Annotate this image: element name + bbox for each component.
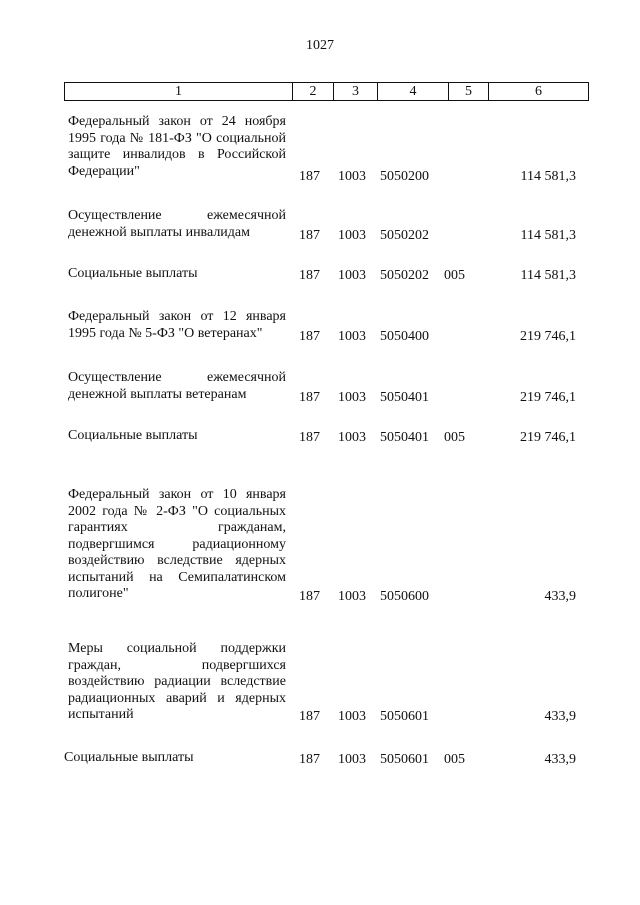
table-row — [0, 750, 640, 768]
header-col-1: 1 — [65, 83, 293, 100]
table-row — [0, 428, 640, 446]
row-col-5: 005 — [444, 429, 465, 445]
header-col-6: 6 — [535, 84, 542, 99]
table-row — [0, 641, 640, 725]
row-col-2: 187 — [299, 588, 320, 604]
row-col-6: 433,9 — [544, 588, 576, 604]
table-row — [0, 487, 640, 605]
row-col-6: 114 581,3 — [520, 267, 576, 283]
row-col-3: 1003 — [338, 588, 366, 604]
header-col-5: 5 — [449, 83, 489, 100]
row-col-2: 187 — [299, 708, 320, 724]
row-col-3: 1003 — [338, 708, 366, 724]
row-description: Осуществление ежемесячной денежной выплаты ветеранам — [68, 370, 286, 402]
row-col-4: 5050202 — [380, 227, 429, 243]
row-col-3: 1003 — [338, 227, 366, 243]
row-col-6: 114 581,3 — [520, 227, 576, 243]
row-col-2: 187 — [299, 751, 320, 767]
row-description: Федеральный закон от 24 ноября 1995 года № 181-ФЗ "О социальной защите инвалидов в Российской Федерации" — [68, 114, 286, 179]
row-col-5: 005 — [444, 751, 465, 767]
table-row — [0, 114, 640, 185]
row-col-2: 187 — [299, 267, 320, 283]
row-col-4: 5050600 — [380, 588, 429, 604]
row-col-5: 005 — [444, 267, 465, 283]
row-col-4: 5050202 — [380, 267, 429, 283]
row-description: Федеральный закон от 12 января 1995 года № 5-ФЗ "О ветеранах" — [68, 309, 286, 341]
row-col-3: 1003 — [338, 328, 366, 344]
row-col-6: 219 746,1 — [520, 389, 576, 405]
page-number: 1027 — [306, 38, 334, 53]
row-col-3: 1003 — [338, 168, 366, 184]
table-header — [64, 82, 589, 101]
row-col-4: 5050200 — [380, 168, 429, 184]
row-col-4: 5050601 — [380, 708, 429, 724]
row-col-4: 5050400 — [380, 328, 429, 344]
row-col-6: 219 746,1 — [520, 429, 576, 445]
row-col-2: 187 — [299, 168, 320, 184]
row-description: Социальные выплаты — [64, 750, 194, 765]
header-col-3: 3 — [334, 83, 378, 100]
row-description: Социальные выплаты — [68, 428, 198, 443]
row-description: Меры социальной поддержки граждан, подвергшихся воздействию радиации вследствие радиационных аварий и ядерных испытаний — [68, 641, 286, 722]
row-col-2: 187 — [299, 389, 320, 405]
row-col-6: 433,9 — [544, 751, 576, 767]
row-col-3: 1003 — [338, 389, 366, 405]
row-col-2: 187 — [299, 328, 320, 344]
row-col-4: 5050401 — [380, 389, 429, 405]
row-col-3: 1003 — [338, 751, 366, 767]
row-col-2: 187 — [299, 429, 320, 445]
header-col-2: 2 — [293, 83, 334, 100]
row-col-2: 187 — [299, 227, 320, 243]
row-col-6: 114 581,3 — [520, 168, 576, 184]
table-row — [0, 309, 640, 345]
table-row — [0, 266, 640, 284]
table-row — [0, 208, 640, 244]
row-col-3: 1003 — [338, 267, 366, 283]
header-col-4: 4 — [378, 83, 449, 100]
row-description: Осуществление ежемесячной денежной выплаты инвалидам — [68, 208, 286, 240]
row-col-3: 1003 — [338, 429, 366, 445]
table-row — [0, 370, 640, 406]
row-description: Федеральный закон от 10 января 2002 года № 2-ФЗ "О социальных гарантиях гражданам, подвергшимся радиационному воздействию вследствие ядерных испытаний на Семипалатинском полигоне" — [68, 487, 286, 601]
row-col-4: 5050401 — [380, 429, 429, 445]
row-col-6: 433,9 — [544, 708, 576, 724]
row-col-4: 5050601 — [380, 751, 429, 767]
row-col-6: 219 746,1 — [520, 328, 576, 344]
row-description: Социальные выплаты — [68, 266, 198, 281]
